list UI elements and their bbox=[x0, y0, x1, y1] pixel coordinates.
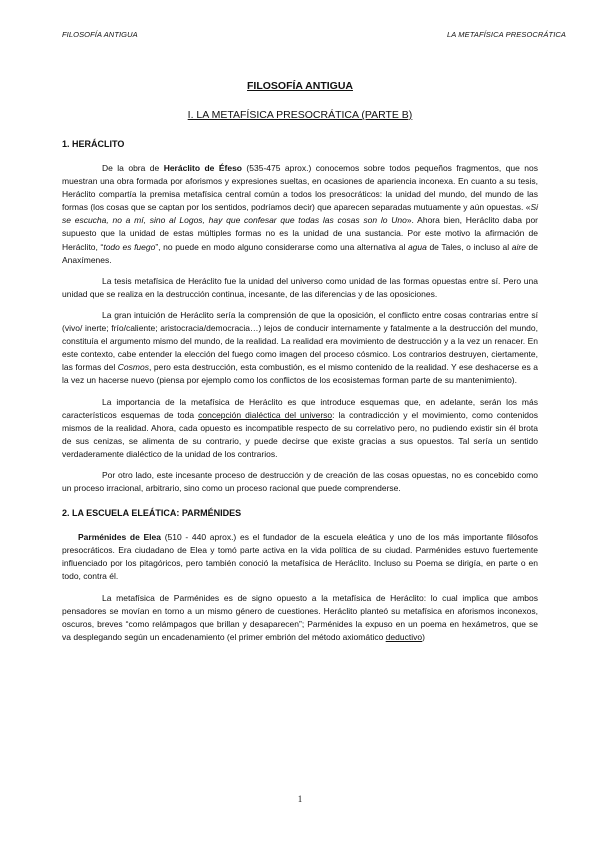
term-italic: agua bbox=[407, 241, 427, 252]
paragraph-heraclito-intro bbox=[62, 162, 538, 267]
underlined-term: deductivo bbox=[385, 631, 423, 642]
document-title: FILOSOFÍA ANTIGUA bbox=[247, 80, 353, 92]
paragraph-dialectics bbox=[62, 396, 538, 461]
header-right: LA METAFÍSICA PRESOCRÁTICA bbox=[446, 30, 566, 39]
term-italic: aire bbox=[511, 241, 526, 252]
title-block bbox=[0, 80, 600, 121]
author-name-bold: Parménides de Elea bbox=[78, 532, 161, 543]
paragraph-opposition bbox=[62, 309, 538, 388]
text-run: ) bbox=[422, 631, 425, 642]
text-run: De la obra de bbox=[102, 163, 164, 173]
text-run: La importancia de la metafísica de Heráclito es que introduce esquemas que, en adelante, serán los más característicos esquemas de toda bbox=[62, 396, 538, 420]
text-run: La gran intuición de Heráclito sería la comprensión de que la oposición, el conflicto entre cosas contrarias entre sí (vivo/ inerte; frío/caliente; aristocracia/democracia…) lejos de conducir internamente y fatalmente a la destrucción del mundo, constituía el argumento mismo del mundo, de la realidad. La realidad era movimiento de destrucción y a la vez un renacer. En este contexto, cabe entender la elección del fuego como imagen del proceso cósmico. Los contrarios destruyen, ciertamente, las formas del bbox=[62, 309, 538, 373]
text-run: ”, no puede en modo alguno considerarse como una alternativa al bbox=[155, 241, 408, 252]
quote-italic: Si se escucha, no a mí, sino al Logos, hay que confesar que todas las cosas son lo Uno bbox=[62, 202, 538, 226]
text-run: , pero esta destrucción, esta combustión, es el mismo contenido de la realidad. Y ese deshacerse es a la vez un hacerse nuevo (piensa por ejemplo como los conflictos de los ecosistemas forman parte de su mantenimiento). bbox=[62, 362, 538, 386]
paragraph-parmenides-metaphysics bbox=[62, 592, 538, 644]
text-run: (535-475 aprox.) conocemos sobre todos pequeños fragmentos, que nos muestran una obra formada por aforismos y expresiones sueltas, en ocasiones de apariencia inconexa. En cuanto a su tesis, Heráclito compartía la premisa metafísica central común a todos los presocráticos: la unidad del mundo, del mundo de las formas (los cosas que se captan por los sentidos, podríamos decir) que aparecen separadas mutuamente y aún opuestas. « bbox=[62, 163, 538, 213]
text-run: : la contradicción y el movimiento, como contenidos mismos de la realidad. Ahora, cada opuesto es incompatible respecto de su correlativo pero, no pudiendo existir sin él brota de sus cenizas, se alimenta de su contrario, y puede decirse que existe gracias a sus opuestos. Tal sería un sentido verdaderamente dialéctico de la unidad de los contrarios. bbox=[62, 409, 538, 459]
page-number: 1 bbox=[297, 794, 303, 804]
section-heading-parmenides: 2. LA ESCUELA ELEÁTICA: PARMÉNIDES bbox=[62, 508, 242, 519]
quote-italic: todo es fuego bbox=[103, 241, 156, 252]
paragraph-parmenides-intro bbox=[62, 531, 538, 583]
paragraph-rational-process: Por otro lado, este incesante proceso de destrucción y de creación de las cosas opuestas, no es concebido como un proceso irracional, arbitrario, sino como un proceso racional que puede comprenderse. bbox=[62, 469, 538, 494]
underlined-term: concepción dialéctica del universo bbox=[198, 409, 333, 420]
text-run: (510 - 440 aprox.) es el fundador de la escuela eleática y uno de los más importante filósofos presocráticos. Era ciudadano de Elea y tomó parte activa en la vida política de su ciudad. Parménides estuvo fuertemente influenciado por los pitagóricos, pero también conoció la metafísica de Heráclito. Incluso su Poema se dirigía, en parte o en todo, contra él. bbox=[62, 532, 538, 582]
running-header bbox=[62, 30, 566, 39]
author-name-bold: Heráclito de Éfeso bbox=[163, 163, 242, 173]
term-italic: Cosmos bbox=[117, 362, 149, 373]
text-run: de Tales, o incluso al bbox=[426, 241, 512, 252]
text-run: La metafísica de Parménides es de signo opuesto a la metafísica de Heráclito: lo cual implica que ambos pensadores se movían en torno a un mismo género de cuestiones. Heráclito planteó su metafísica en aforismos inconexos, oscuros, breves “como relámpagos que brillan y desaparecen”; Parménides la expuso en un poema en hexámetros, que se va desplegando según un encadenamiento (el primer embrión del método axiomático bbox=[62, 592, 538, 642]
header-left: FILOSOFÍA ANTIGUA bbox=[62, 30, 138, 39]
text-run: ». Ahora bien, Heráclito daba por supuesto que la unidad de estas múltiples formas no es la unidad de una sustancia. Por este motivo la afirmación de Heráclito, “ bbox=[62, 215, 538, 252]
part-title: I. LA METAFÍSICA PRESOCRÁTICA (PARTE B) bbox=[187, 109, 413, 121]
text-run: de Anaxímenes. bbox=[62, 241, 539, 265]
document-body bbox=[62, 138, 538, 652]
section-heading-heraclito: 1. HERÁCLITO bbox=[62, 139, 125, 149]
paragraph-unity-thesis: La tesis metafísica de Heráclito fue la unidad del universo como unidad de las formas opuestas entre sí. Pero una unidad que se realiza en la destrucción continua, incesante, de las diferencias y de las oposiciones. bbox=[62, 275, 538, 299]
